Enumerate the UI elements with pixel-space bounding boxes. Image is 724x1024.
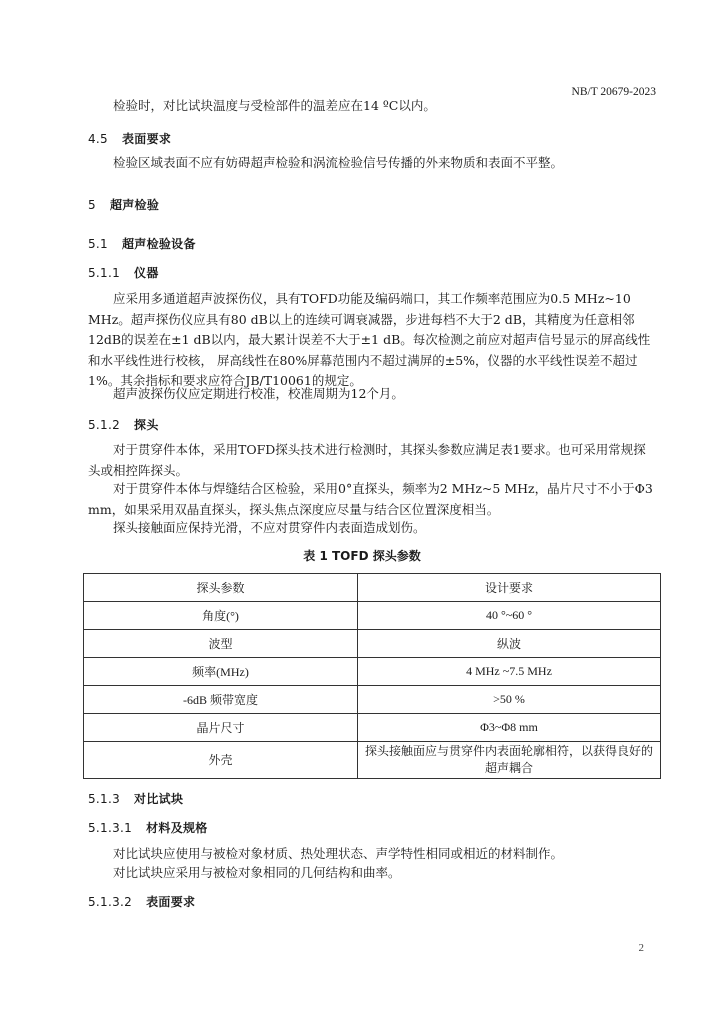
heading-number: 5.1.1	[88, 266, 121, 280]
page-number: 2	[638, 942, 644, 954]
heading-4-5	[88, 130, 171, 147]
heading-number: 5.1	[88, 237, 108, 251]
table-cell: 4 MHz ~7.5 MHz	[358, 658, 661, 686]
heading-5	[88, 196, 159, 213]
table-cell: Φ3~Φ8 mm	[358, 714, 661, 742]
table-cell: 外壳	[84, 742, 358, 779]
heading-5-1-1	[88, 264, 159, 281]
heading-number: 5	[88, 198, 96, 212]
paragraph-block-geometry: 对比试块应采用与被检对象相同的几何结构和曲率。	[113, 865, 401, 880]
heading-number: 5.1.3.1	[88, 821, 133, 835]
heading-number: 4.5	[88, 132, 108, 146]
table-cell: 40 °~60 °	[358, 602, 661, 630]
table-row	[84, 602, 661, 630]
heading-title: 表面要求	[121, 132, 172, 146]
heading-title: 超声检验设备	[121, 237, 196, 251]
table-header-cell: 设计要求	[358, 574, 661, 602]
heading-title: 探头	[134, 418, 159, 432]
paragraph-surface: 检验区域表面不应有妨碍超声检验和涡流检验信号传播的外来物质和表面不平整。	[113, 155, 564, 170]
probe-parameter-table	[83, 573, 661, 779]
heading-5-1-3-1	[88, 819, 208, 836]
document-id: NB/T 20679-2023	[571, 86, 656, 98]
table-cell: -6dB 频带宽度	[84, 686, 358, 714]
heading-5-1	[88, 235, 196, 252]
table-row	[84, 686, 661, 714]
heading-title: 仪器	[134, 266, 159, 280]
heading-number: 5.1.2	[88, 418, 121, 432]
table-header-row	[84, 574, 661, 602]
table-cell: 纵波	[358, 630, 661, 658]
table-row	[84, 630, 661, 658]
paragraph-instrument-calibration: 超声波探伤仪应定期进行校准，校准周期为12个月。	[113, 386, 404, 401]
paragraph-block-material: 对比试块应使用与被检对象材质、热处理状态、声学特性相同或相近的材料制作。	[113, 846, 564, 861]
table-cell: 角度(°)	[84, 602, 358, 630]
paragraph-probe-tofd: 对于贯穿件本体，采用TOFD探头技术进行检测时，其探头参数应满足表1要求。也可采用常规探头或相控阵探头。	[88, 442, 646, 478]
table-cell: 晶片尺寸	[84, 714, 358, 742]
table-cell: 波型	[84, 630, 358, 658]
table-cell: 频率(MHz)	[84, 658, 358, 686]
paragraph-instrument-specs: 应采用多通道超声波探伤仪，具有TOFD功能及编码端口，其工作频率范围应为0.5 MHz~10 MHz。超声探伤仪应具有80 dB以上的连续可调衰减器，步进每档不大于2 dB，其精度为任意相邻12dB的误差在±1 dB以内，最大累计误差不大于±1 dB。每次检测之前应对超声信号显示的屏高线性和水平线性进行校核， 屏高线性在80%屏幕范围内不超过满屏的±5%，仪器的水平线性误差不超过1%。其余指标和要求应符合JB/T10061的规定。	[88, 291, 651, 388]
table-header-cell: 探头参数	[84, 574, 358, 602]
heading-title: 材料及规格	[146, 821, 208, 835]
heading-title: 表面要求	[146, 895, 196, 909]
table-row	[84, 714, 661, 742]
heading-title: 对比试块	[134, 792, 184, 806]
table-row	[84, 742, 661, 779]
paragraph-temperature: 检验时，对比试块温度与受检部件的温差应在14 ºC以内。	[113, 98, 436, 113]
table-title: 表 1 TOFD 探头参数	[303, 549, 421, 563]
heading-number: 5.1.3	[88, 792, 121, 806]
heading-5-1-3-2	[88, 893, 195, 910]
paragraph-probe-surface: 探头接触面应保持光滑，不应对贯穿件内表面造成划伤。	[113, 520, 426, 535]
heading-title: 超声检验	[109, 198, 160, 212]
table-cell: >50 %	[358, 686, 661, 714]
heading-number: 5.1.3.2	[88, 895, 133, 909]
table-row	[84, 658, 661, 686]
heading-5-1-3	[88, 790, 183, 807]
table-cell: 探头接触面应与贯穿件内表面轮廓相符，以获得良好的超声耦合	[358, 742, 661, 779]
heading-5-1-2	[88, 416, 159, 433]
paragraph-probe-straight: 对于贯穿件本体与焊缝结合区检验，采用0°直探头，频率为2 MHz~5 MHz，晶片尺寸不小于Φ3 mm，如果采用双晶直探头，探头焦点深度应尽量与结合区位置深度相当。	[88, 481, 653, 517]
